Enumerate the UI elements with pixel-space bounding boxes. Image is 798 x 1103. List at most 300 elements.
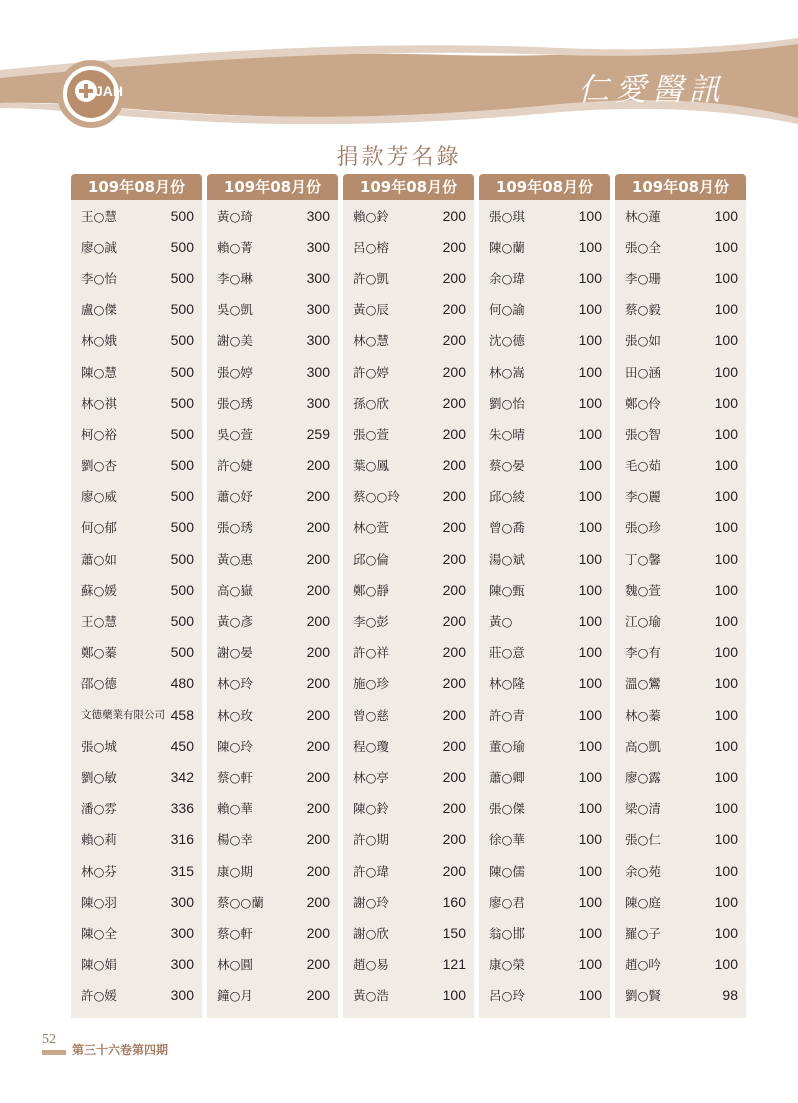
donation-amount: 100 bbox=[442, 987, 466, 1004]
donor-name: 蔡○晏 bbox=[489, 458, 525, 474]
donor-row bbox=[207, 450, 338, 481]
donor-name: 劉○怡 bbox=[489, 395, 525, 411]
column-heading: 109年08月份 bbox=[479, 174, 610, 200]
donor-row bbox=[615, 886, 746, 917]
donor-name: 呂○榕 bbox=[353, 239, 389, 255]
donation-amount: 200 bbox=[442, 550, 466, 567]
donor-row bbox=[207, 980, 338, 1011]
issue-label: 第三十六卷第四期 bbox=[72, 1043, 169, 1057]
donor-row bbox=[207, 262, 338, 293]
donor-column bbox=[207, 174, 338, 1018]
donor-row bbox=[343, 793, 474, 824]
donor-name: 李○有 bbox=[625, 645, 661, 661]
donor-name: 李○彭 bbox=[353, 614, 389, 630]
donation-amount: 100 bbox=[714, 737, 738, 754]
donor-row bbox=[207, 730, 338, 761]
donor-row bbox=[615, 637, 746, 668]
donation-amount: 100 bbox=[714, 363, 738, 380]
donor-row bbox=[207, 886, 338, 917]
donor-name: 莊○意 bbox=[489, 645, 525, 661]
donor-name: 許○媛 bbox=[81, 988, 117, 1004]
donor-name: 廖○威 bbox=[81, 489, 117, 505]
column-body bbox=[207, 200, 338, 1018]
donation-amount: 100 bbox=[714, 269, 738, 286]
donor-name: 陳○全 bbox=[81, 925, 117, 941]
donor-row bbox=[343, 418, 474, 449]
donation-amount: 200 bbox=[442, 363, 466, 380]
donation-amount: 100 bbox=[714, 238, 738, 255]
donation-amount: 200 bbox=[306, 706, 330, 723]
donor-name: 余○苑 bbox=[625, 863, 661, 879]
donor-row bbox=[343, 325, 474, 356]
donor-row bbox=[207, 325, 338, 356]
donor-row bbox=[343, 574, 474, 605]
donation-amount: 100 bbox=[578, 644, 602, 661]
donor-row bbox=[343, 605, 474, 636]
donor-row bbox=[71, 387, 202, 418]
donation-amount: 100 bbox=[578, 831, 602, 848]
donation-amount: 200 bbox=[306, 768, 330, 785]
donor-row bbox=[343, 668, 474, 699]
donor-row bbox=[615, 574, 746, 605]
donor-name: 賴○菁 bbox=[217, 239, 253, 255]
donation-amount: 315 bbox=[170, 862, 194, 879]
donation-amount: 500 bbox=[170, 457, 194, 474]
donor-name: 張○全 bbox=[625, 239, 661, 255]
donor-name: 楊○幸 bbox=[217, 832, 253, 848]
donor-name: 張○傑 bbox=[489, 801, 525, 817]
donation-amount: 200 bbox=[442, 457, 466, 474]
donation-amount: 98 bbox=[722, 987, 738, 1004]
donor-row bbox=[207, 761, 338, 792]
donor-row bbox=[71, 574, 202, 605]
donation-amount: 500 bbox=[170, 394, 194, 411]
donation-amount: 200 bbox=[442, 238, 466, 255]
donor-name: 施○珍 bbox=[353, 676, 389, 692]
donation-amount: 100 bbox=[578, 893, 602, 910]
donor-row bbox=[479, 356, 610, 387]
donation-amount: 100 bbox=[714, 301, 738, 318]
donor-row bbox=[71, 824, 202, 855]
donation-amount: 100 bbox=[578, 675, 602, 692]
donor-name: 黃○琦 bbox=[217, 208, 253, 224]
donation-amount: 100 bbox=[578, 425, 602, 442]
donor-row bbox=[343, 730, 474, 761]
donor-row bbox=[343, 481, 474, 512]
donor-name: 吳○凱 bbox=[217, 302, 253, 318]
donor-row bbox=[615, 917, 746, 948]
donor-row bbox=[71, 761, 202, 792]
donor-row bbox=[207, 356, 338, 387]
donation-amount: 100 bbox=[714, 581, 738, 598]
donor-name: 許○祥 bbox=[353, 645, 389, 661]
donation-amount: 200 bbox=[442, 800, 466, 817]
donation-amount: 200 bbox=[442, 675, 466, 692]
donor-row bbox=[343, 855, 474, 886]
donation-amount: 500 bbox=[170, 550, 194, 567]
donor-row bbox=[479, 668, 610, 699]
donation-amount: 100 bbox=[714, 394, 738, 411]
donation-amount: 259 bbox=[306, 425, 330, 442]
donor-name: 蕭○卿 bbox=[489, 769, 525, 785]
column-body bbox=[479, 200, 610, 1018]
donor-name: 張○婷 bbox=[217, 364, 253, 380]
donation-amount: 300 bbox=[170, 924, 194, 941]
donor-row bbox=[71, 481, 202, 512]
jah-logo bbox=[57, 60, 125, 128]
donation-amount: 100 bbox=[714, 956, 738, 973]
donor-name: 蔡○軒 bbox=[217, 925, 253, 941]
donor-name: 陳○玲 bbox=[217, 738, 253, 754]
donor-row bbox=[615, 387, 746, 418]
donor-name: 王○慧 bbox=[81, 208, 117, 224]
donor-row bbox=[615, 605, 746, 636]
donor-row bbox=[207, 949, 338, 980]
donor-name: 劉○杏 bbox=[81, 458, 117, 474]
donor-name: 林○娥 bbox=[81, 333, 117, 349]
donation-amount: 458 bbox=[170, 706, 194, 723]
donation-amount: 100 bbox=[578, 457, 602, 474]
donation-amount: 500 bbox=[170, 613, 194, 630]
donation-amount: 500 bbox=[170, 269, 194, 286]
donation-amount: 200 bbox=[306, 893, 330, 910]
donation-amount: 300 bbox=[170, 893, 194, 910]
publication-title: 仁愛醫訊 bbox=[578, 72, 726, 108]
donor-row bbox=[343, 824, 474, 855]
donor-name: 賴○莉 bbox=[81, 832, 117, 848]
column-body bbox=[71, 200, 202, 1018]
donor-name: 許○瑋 bbox=[353, 863, 389, 879]
donation-amount: 200 bbox=[306, 613, 330, 630]
donor-name: 吳○萱 bbox=[217, 426, 253, 442]
donor-name: 陳○娟 bbox=[81, 957, 117, 973]
donation-amount: 200 bbox=[306, 457, 330, 474]
donor-name: 何○諭 bbox=[489, 302, 525, 318]
donation-amount: 121 bbox=[442, 956, 466, 973]
donor-row bbox=[479, 886, 610, 917]
donor-row bbox=[207, 917, 338, 948]
donor-name: 湯○斌 bbox=[489, 551, 525, 567]
donor-name: 沈○德 bbox=[489, 333, 525, 349]
donor-name: 林○蓮 bbox=[625, 208, 661, 224]
donation-amount: 500 bbox=[170, 332, 194, 349]
donor-row bbox=[207, 824, 338, 855]
donor-row bbox=[615, 543, 746, 574]
donation-amount: 100 bbox=[578, 488, 602, 505]
donor-row bbox=[343, 231, 474, 262]
donor-row bbox=[207, 200, 338, 231]
donation-amount: 100 bbox=[714, 425, 738, 442]
donor-row bbox=[71, 262, 202, 293]
donation-amount: 200 bbox=[306, 550, 330, 567]
donor-name: 許○婷 bbox=[353, 364, 389, 380]
donor-row bbox=[479, 761, 610, 792]
donor-name: 張○萱 bbox=[353, 426, 389, 442]
donor-row bbox=[615, 294, 746, 325]
donation-amount: 100 bbox=[578, 332, 602, 349]
donation-amount: 500 bbox=[170, 301, 194, 318]
donor-row bbox=[71, 949, 202, 980]
donation-amount: 480 bbox=[170, 675, 194, 692]
donation-amount: 200 bbox=[306, 862, 330, 879]
donor-row bbox=[615, 356, 746, 387]
donor-name: 董○瑜 bbox=[489, 738, 525, 754]
donation-amount: 200 bbox=[442, 519, 466, 536]
donor-name: 陳○羽 bbox=[81, 894, 117, 910]
donor-name: 田○涵 bbox=[625, 364, 661, 380]
donation-amount: 100 bbox=[578, 207, 602, 224]
donor-name: 柯○裕 bbox=[81, 426, 117, 442]
donor-row bbox=[479, 294, 610, 325]
donor-row bbox=[207, 793, 338, 824]
donor-row bbox=[207, 512, 338, 543]
donor-name: 溫○鸞 bbox=[625, 676, 661, 692]
donation-amount: 100 bbox=[714, 457, 738, 474]
donor-row bbox=[615, 699, 746, 730]
donation-amount: 100 bbox=[578, 238, 602, 255]
donor-name: 黃○ bbox=[489, 614, 513, 630]
donor-name: 鄭○蓁 bbox=[81, 645, 117, 661]
donor-row bbox=[207, 699, 338, 730]
donor-row bbox=[71, 512, 202, 543]
donor-row bbox=[343, 512, 474, 543]
donation-amount: 200 bbox=[442, 613, 466, 630]
donor-row bbox=[71, 730, 202, 761]
donor-name: 鐘○月 bbox=[217, 988, 253, 1004]
donation-amount: 200 bbox=[442, 301, 466, 318]
donor-name: 李○珊 bbox=[625, 270, 661, 286]
donor-name: 羅○子 bbox=[625, 925, 661, 941]
donor-name: 盧○傑 bbox=[81, 302, 117, 318]
donor-name: 翁○邯 bbox=[489, 925, 525, 941]
donor-row bbox=[615, 418, 746, 449]
donor-name: 程○瓊 bbox=[353, 738, 389, 754]
donor-name: 林○隆 bbox=[489, 676, 525, 692]
logo-text: JAH bbox=[95, 83, 124, 99]
donor-row bbox=[479, 917, 610, 948]
donation-amount: 150 bbox=[442, 924, 466, 941]
donor-name: 張○城 bbox=[81, 738, 117, 754]
donation-amount: 100 bbox=[578, 706, 602, 723]
donor-name: 江○瑜 bbox=[625, 614, 661, 630]
donor-row bbox=[343, 980, 474, 1011]
donor-row bbox=[479, 637, 610, 668]
donation-amount: 500 bbox=[170, 644, 194, 661]
page-number: 52 bbox=[42, 1032, 56, 1047]
donation-amount: 200 bbox=[306, 924, 330, 941]
column-body bbox=[343, 200, 474, 1018]
donor-row bbox=[71, 668, 202, 699]
donation-amount: 200 bbox=[442, 862, 466, 879]
donor-row bbox=[71, 356, 202, 387]
donation-amount: 300 bbox=[170, 956, 194, 973]
donor-name: 潘○雰 bbox=[81, 801, 117, 817]
footer-accent-bar bbox=[42, 1050, 66, 1055]
donation-amount: 100 bbox=[714, 332, 738, 349]
donor-row bbox=[479, 450, 610, 481]
donor-name: 黃○辰 bbox=[353, 302, 389, 318]
column-heading: 109年08月份 bbox=[207, 174, 338, 200]
donor-name: 林○萱 bbox=[353, 520, 389, 536]
donor-row bbox=[479, 543, 610, 574]
donor-row bbox=[343, 387, 474, 418]
column-heading: 109年08月份 bbox=[71, 174, 202, 200]
donor-name: 蔡○○玲 bbox=[353, 489, 400, 505]
donation-amount: 100 bbox=[714, 550, 738, 567]
donor-row bbox=[615, 450, 746, 481]
donor-row bbox=[71, 200, 202, 231]
donor-row bbox=[207, 231, 338, 262]
donor-name: 林○圓 bbox=[217, 957, 253, 973]
donor-name: 孫○欣 bbox=[353, 395, 389, 411]
donation-amount: 100 bbox=[578, 550, 602, 567]
donation-amount: 200 bbox=[442, 768, 466, 785]
donor-row bbox=[207, 605, 338, 636]
donor-row bbox=[71, 793, 202, 824]
donation-amount: 300 bbox=[306, 238, 330, 255]
donor-row bbox=[207, 294, 338, 325]
donation-amount: 200 bbox=[442, 269, 466, 286]
donation-amount: 200 bbox=[306, 644, 330, 661]
donor-row bbox=[71, 980, 202, 1011]
donor-row bbox=[479, 574, 610, 605]
donation-amount: 200 bbox=[306, 956, 330, 973]
donor-name: 廖○誠 bbox=[81, 239, 117, 255]
donation-amount: 300 bbox=[306, 207, 330, 224]
donation-amount: 100 bbox=[714, 893, 738, 910]
medical-cross-icon bbox=[75, 80, 97, 102]
donation-amount: 100 bbox=[714, 924, 738, 941]
donor-name: 許○婕 bbox=[217, 458, 253, 474]
donor-row bbox=[71, 917, 202, 948]
donor-row bbox=[479, 512, 610, 543]
donation-amount: 300 bbox=[170, 987, 194, 1004]
donor-row bbox=[343, 949, 474, 980]
donation-amount: 100 bbox=[714, 800, 738, 817]
donor-row bbox=[207, 855, 338, 886]
donor-row bbox=[71, 637, 202, 668]
donor-name: 林○慧 bbox=[353, 333, 389, 349]
donor-name: 陳○慧 bbox=[81, 364, 117, 380]
donor-row bbox=[343, 262, 474, 293]
donor-name: 趙○易 bbox=[353, 957, 389, 973]
donor-name: 李○怡 bbox=[81, 270, 117, 286]
donor-row bbox=[343, 294, 474, 325]
donation-amount: 100 bbox=[714, 644, 738, 661]
donor-name: 張○琪 bbox=[489, 208, 525, 224]
donor-row bbox=[615, 949, 746, 980]
donor-name: 高○嶽 bbox=[217, 582, 253, 598]
column-body bbox=[615, 200, 746, 1018]
donor-row bbox=[479, 262, 610, 293]
donation-amount: 100 bbox=[578, 956, 602, 973]
donor-row bbox=[343, 917, 474, 948]
donor-row bbox=[615, 855, 746, 886]
donation-amount: 100 bbox=[714, 675, 738, 692]
donation-amount: 200 bbox=[306, 581, 330, 598]
donor-row bbox=[615, 325, 746, 356]
donation-amount: 200 bbox=[306, 519, 330, 536]
donor-name: 高○凱 bbox=[625, 738, 661, 754]
donor-name: 毛○茹 bbox=[625, 458, 661, 474]
donor-name: 陳○甄 bbox=[489, 582, 525, 598]
donation-amount: 200 bbox=[306, 675, 330, 692]
donation-amount: 200 bbox=[306, 488, 330, 505]
donor-name: 蔡○○蘭 bbox=[217, 894, 264, 910]
donor-name: 黃○惠 bbox=[217, 551, 253, 567]
donor-row bbox=[71, 325, 202, 356]
donor-row bbox=[615, 200, 746, 231]
donation-amount: 100 bbox=[714, 706, 738, 723]
donor-name: 張○珍 bbox=[625, 520, 661, 536]
donor-name: 魏○萱 bbox=[625, 582, 661, 598]
donor-row bbox=[479, 980, 610, 1011]
donor-column bbox=[343, 174, 474, 1018]
donor-name: 丁○馨 bbox=[625, 551, 661, 567]
donor-row bbox=[207, 418, 338, 449]
donation-amount: 300 bbox=[306, 363, 330, 380]
donor-name: 張○仁 bbox=[625, 832, 661, 848]
donor-row bbox=[343, 761, 474, 792]
donor-name: 林○祺 bbox=[81, 395, 117, 411]
donor-name: 劉○敏 bbox=[81, 769, 117, 785]
donation-amount: 100 bbox=[578, 768, 602, 785]
page-title: 捐款芳名錄 bbox=[336, 145, 462, 170]
donor-name: 許○青 bbox=[489, 707, 525, 723]
donation-amount: 300 bbox=[306, 394, 330, 411]
donor-name: 梁○清 bbox=[625, 801, 661, 817]
donor-name: 林○芬 bbox=[81, 863, 117, 879]
donation-amount: 100 bbox=[578, 613, 602, 630]
donation-amount: 160 bbox=[442, 893, 466, 910]
donor-name: 王○慧 bbox=[81, 614, 117, 630]
column-heading: 109年08月份 bbox=[615, 174, 746, 200]
donation-amount: 200 bbox=[306, 987, 330, 1004]
donor-name: 謝○玲 bbox=[353, 894, 389, 910]
donor-name: 蔡○軒 bbox=[217, 769, 253, 785]
donation-amount: 200 bbox=[306, 831, 330, 848]
donation-amount: 500 bbox=[170, 581, 194, 598]
donor-name: 邱○倫 bbox=[353, 551, 389, 567]
donor-row bbox=[343, 637, 474, 668]
donor-row bbox=[615, 730, 746, 761]
donor-name: 李○麗 bbox=[625, 489, 661, 505]
donor-name: 林○玲 bbox=[217, 676, 253, 692]
donor-row bbox=[71, 886, 202, 917]
donor-row bbox=[479, 200, 610, 231]
donor-name: 葉○鳳 bbox=[353, 458, 389, 474]
donor-row bbox=[343, 543, 474, 574]
donor-row bbox=[343, 886, 474, 917]
donation-amount: 300 bbox=[306, 332, 330, 349]
donation-amount: 200 bbox=[442, 831, 466, 848]
donation-amount: 200 bbox=[442, 394, 466, 411]
donation-amount: 100 bbox=[578, 737, 602, 754]
donor-name: 陳○蘭 bbox=[489, 239, 525, 255]
donor-row bbox=[207, 387, 338, 418]
donor-row bbox=[479, 481, 610, 512]
donor-name: 賴○鈴 bbox=[353, 208, 389, 224]
donor-row bbox=[71, 699, 202, 730]
donor-name: 張○智 bbox=[625, 426, 661, 442]
donation-amount: 200 bbox=[442, 332, 466, 349]
donor-name: 廖○露 bbox=[625, 769, 661, 785]
donor-row bbox=[479, 793, 610, 824]
donation-amount: 342 bbox=[170, 768, 194, 785]
donation-amount: 500 bbox=[170, 207, 194, 224]
donor-name: 蕭○如 bbox=[81, 551, 117, 567]
donor-row bbox=[479, 730, 610, 761]
